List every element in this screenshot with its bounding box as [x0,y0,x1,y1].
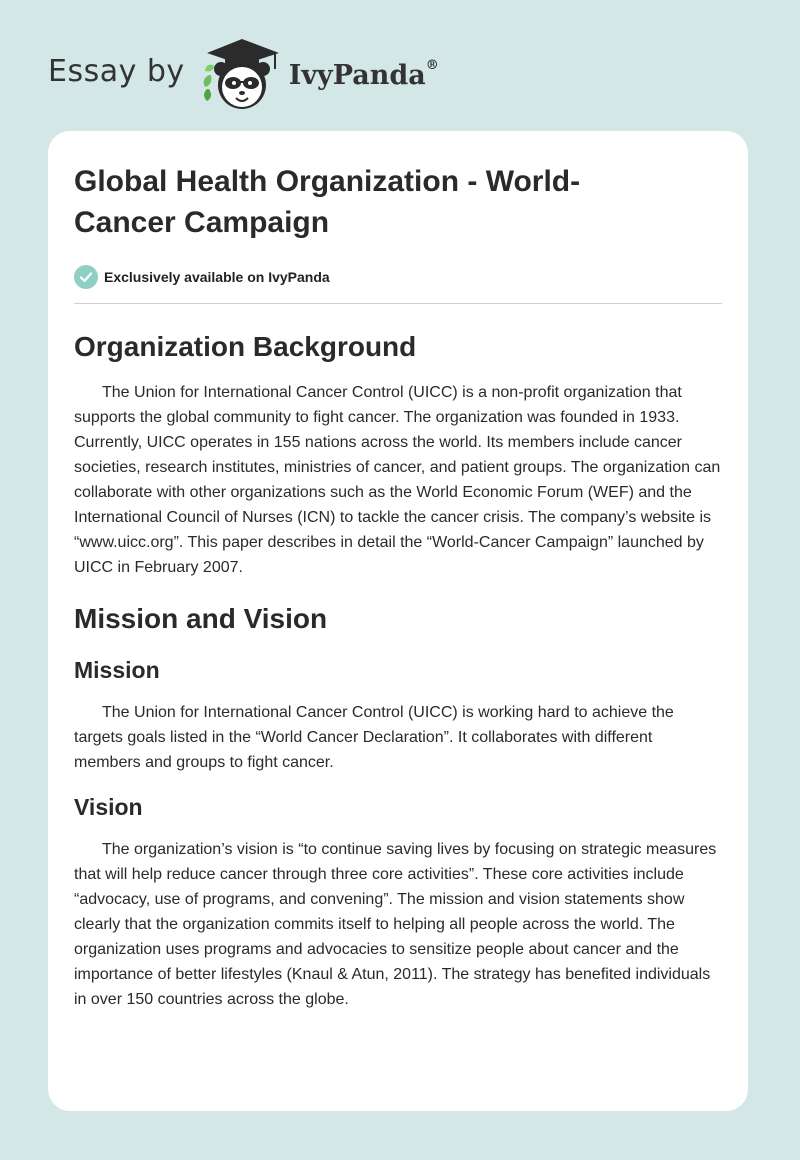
divider [74,303,722,304]
check-icon [74,265,98,289]
essay-title [74,161,722,243]
essay-by-label: Essay by [48,53,185,89]
paragraph-background: The Union for International Cancer Control (UICC) is a non-profit organization that supports the global community to fight cancer. The organization was founded in 1933. Currently, UICC operates in 155 nations across the world. Its members include cancer societies, research institutes, ministries of cancer, and patient groups. The organization can collaborate with other organizations such as the World Economic Forum (WEF) and the International Council of Nurses (ICN) to tackle the cancer crisis. The company’s website is “www.uicc.org”. This paper describes in detail the “World-Cancer Campaign” launched by UICC in February 2007. [74,384,721,576]
section-heading-mission-vision: Mission and Vision [74,603,328,634]
ivypanda-logo[interactable] [199,35,285,113]
essay-content [74,161,722,1012]
paragraph-vision: The organization’s vision is “to continue saving lives by focusing on strategic measures that will help reduce cancer through three core activities”. These core activities include “advocacy, use of programs, and convening”. The mission and vision statements show clearly that the organization commits itself to helping all people across the world. The organization uses programs and advocacies to sensitize people about cancer and the importance of better lifestyles (Knaul & Atun, 2011). The strategy has benefited individuals in over 150 countries across the globe. [74,841,717,1008]
essay-title-line2: Cancer Campaign [74,206,330,239]
paragraph-mission: The Union for International Cancer Control (UICC) is working hard to achieve the targets goals listed in the “World Cancer Declaration”. It collaborates with different members and groups to fight cancer. [74,704,674,771]
brand-name[interactable] [288,57,439,91]
section-heading-background: Organization Background [74,331,417,362]
site-header [48,34,548,114]
essay-title-line1: Global Health Organization - World- [74,165,581,198]
essay-card [48,131,748,1111]
panda-logo-icon [199,35,285,113]
exclusive-badge-text: Exclusively available on IvyPanda [104,269,330,285]
subsection-heading-vision: Vision [74,794,143,820]
subsection-heading-mission: Mission [74,657,160,683]
exclusive-badge [74,263,722,291]
registered-mark: ® [425,57,439,73]
brand-text: IvyPanda [288,59,426,91]
